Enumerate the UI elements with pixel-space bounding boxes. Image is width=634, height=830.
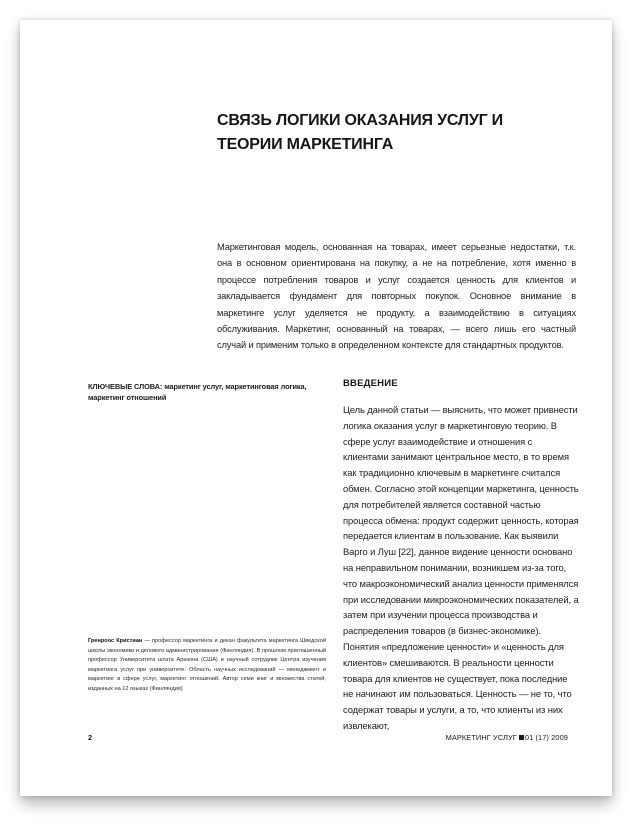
keywords: КЛЮЧЕВЫЕ СЛОВА: маркетинг услуг, маркетинговая логика, маркетинг отношений [88,382,307,402]
introduction-text: Цель данной статьи — выяснить, что может привнести логика оказания услуг в маркетинговую теорию. В сфере услуг взаимодействие и отношения с клиентами занимают центральное место, в то время как традиционно ключевым в маркетинге считался обмен. Согласно этой концепции маркетинга, ценность для потребителей является составной частью процесса обмена: продукт содержит ценность, которая передается клиентам в пользование. Как выявили Варго и Луш [22], данное видение ценности основано на неправильном понимании, возникшем из-за того, что макроэкономический анализ ценности применялся при исследовании микроэкономических показателей, а затем при изучении процесса производства и распределения товаров (в бизнес-экономике). Понятия «предложение ценности» и «ценность для клиентов» смешиваются. В реальности ценности товара для клиентов не существует, пока последние не начинают им пользоваться. Ценность — не то, что содержат товары и услуги, а то, что клиенты из них извлекают, [343,404,579,731]
author-name: Гренроос Кристиан [88,638,143,644]
article-abstract: Маркетинговая модель, основанная на товарах, имеет серьезные недостатки, т.к. она в основном ориентирована на покупку, а не на потребление, хотя именно в процессе потребления товаров и услуг создается ценность для клиентов и закладывается фундамент для повторных покупок. Основное внимание в маркетинге услуг уделяется не продукту, а взаимодействию в ситуациях обслуживания. Маркетинг, основанный на товарах, — всего лишь его частный случай и применим только в определенном контексте для стандартных продуктов. [217,242,576,351]
article-title: СВЯЗЬ ЛОГИКИ ОКАЗАНИЯ УСЛУГ И ТЕОРИИ МАРКЕТИНГА [217,112,503,153]
page-number: 2 [88,733,93,742]
author-bio: — профессор маркетинга и декан факультета маркетинга Шведской школы экономики и делового администрирования (Финляндия). В прошлом приглашенный профессор Университета штата Аризона (США) и научный сотрудник Центра изучения маркетинга услуг при университете. Область научных исследований — менеджмент и маркетинг в сфере услуг, маркетинг отношений. Автор семи книг и множества статей, изданных на 12 языках (Финляндия) [88,638,326,692]
journal-footer [446,733,568,742]
journal-issue: 01 (17) 2009 [524,733,568,742]
author-note [88,637,326,695]
page-sheet [20,20,612,796]
section-heading-introduction: ВВЕДЕНИЕ [343,378,398,389]
journal-name: МАРКЕТИНГ УСЛУГ [445,733,517,742]
square-bullet-icon [519,735,524,740]
